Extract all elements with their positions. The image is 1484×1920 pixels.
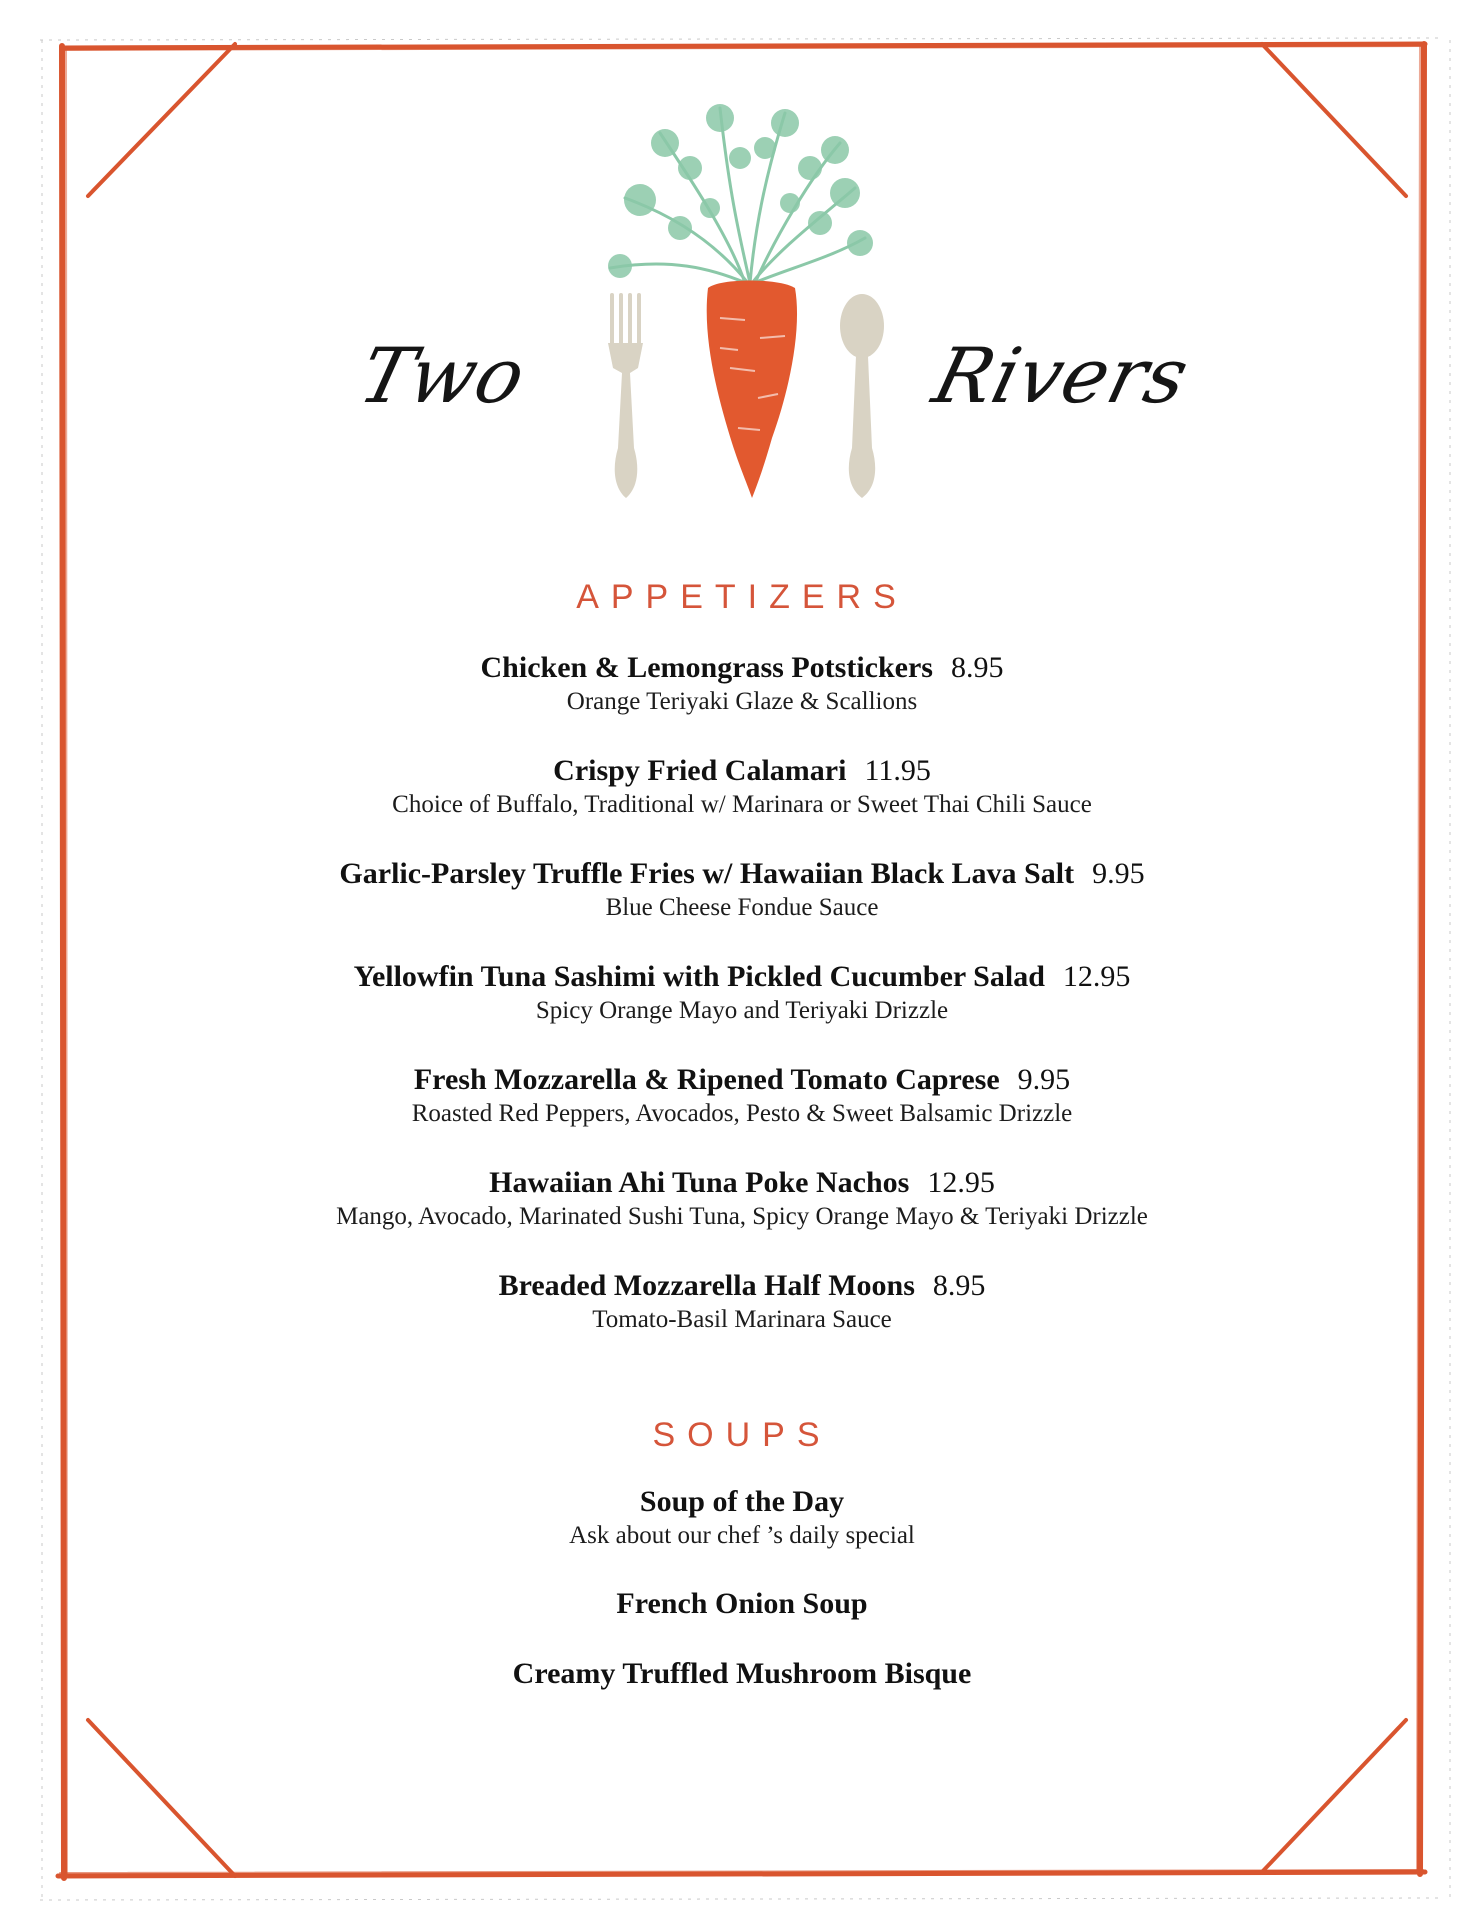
item-name: Chicken & Lemongrass Potstickers bbox=[480, 651, 933, 684]
item-name: French Onion Soup bbox=[616, 1587, 868, 1620]
item-name: Fresh Mozzarella & Ripened Tomato Caprese bbox=[413, 1063, 1000, 1096]
item-name: Soup of the Day bbox=[639, 1485, 845, 1518]
item-description: Mango, Avocado, Marinated Sushi Tuna, Spicy Orange Mayo & Teriyaki Drizzle bbox=[336, 1203, 1148, 1230]
menu-item bbox=[0, 959, 1484, 1027]
item-name: Garlic-Parsley Truffle Fries w/ Hawaiian Black Lava Salt bbox=[339, 857, 1075, 890]
carrot-fork-spoon-logo bbox=[580, 88, 920, 508]
logo-word-two: Two bbox=[351, 331, 536, 420]
menu-item bbox=[0, 856, 1484, 924]
item-price: 8.95 bbox=[932, 1269, 986, 1302]
menu-item bbox=[0, 1484, 1484, 1552]
item-price: 8.95 bbox=[950, 651, 1004, 684]
item-description: Roasted Red Peppers, Avocados, Pesto & Sweet Balsamic Drizzle bbox=[411, 1100, 1073, 1127]
menu-item bbox=[0, 1165, 1484, 1233]
soups-heading: SOUPS bbox=[652, 1416, 832, 1454]
item-price: 12.95 bbox=[1062, 960, 1131, 993]
carrot-icon bbox=[707, 281, 797, 499]
menu-item bbox=[0, 1062, 1484, 1130]
item-name: Crispy Fried Calamari bbox=[553, 754, 847, 787]
item-name: Creamy Truffled Mushroom Bisque bbox=[512, 1657, 972, 1690]
item-description: Spicy Orange Mayo and Teriyaki Drizzle bbox=[535, 997, 949, 1024]
appetizers-list bbox=[0, 650, 1484, 1371]
item-description: Choice of Buffalo, Traditional w/ Marinara or Sweet Thai Chili Sauce bbox=[392, 791, 1092, 818]
item-price: 9.95 bbox=[1092, 857, 1145, 890]
menu-item bbox=[0, 650, 1484, 718]
menu-item bbox=[0, 753, 1484, 821]
item-price: 11.95 bbox=[864, 754, 931, 787]
menu-item bbox=[0, 1586, 1484, 1622]
item-name: Hawaiian Ahi Tuna Poke Nachos bbox=[489, 1166, 910, 1199]
menu-item bbox=[0, 1268, 1484, 1336]
item-price: 12.95 bbox=[927, 1166, 995, 1199]
item-description: Tomato-Basil Marinara Sauce bbox=[592, 1306, 892, 1333]
spoon-icon bbox=[840, 294, 884, 498]
item-name: Breaded Mozzarella Half Moons bbox=[498, 1269, 915, 1302]
item-description: Orange Teriyaki Glaze & Scallions bbox=[566, 688, 918, 715]
item-description: Ask about our chef ’s daily special bbox=[569, 1522, 915, 1549]
menu-item bbox=[0, 1656, 1484, 1692]
logo-word-rivers: Rivers bbox=[925, 331, 1199, 420]
item-price: 9.95 bbox=[1017, 1063, 1071, 1096]
soups-list bbox=[0, 1484, 1484, 1726]
item-description: Blue Cheese Fondue Sauce bbox=[605, 894, 879, 921]
item-name: Yellowfin Tuna Sashimi with Pickled Cucumber Salad bbox=[353, 960, 1045, 993]
fork-icon bbox=[608, 293, 643, 498]
appetizers-heading: APPETIZERS bbox=[576, 578, 908, 616]
